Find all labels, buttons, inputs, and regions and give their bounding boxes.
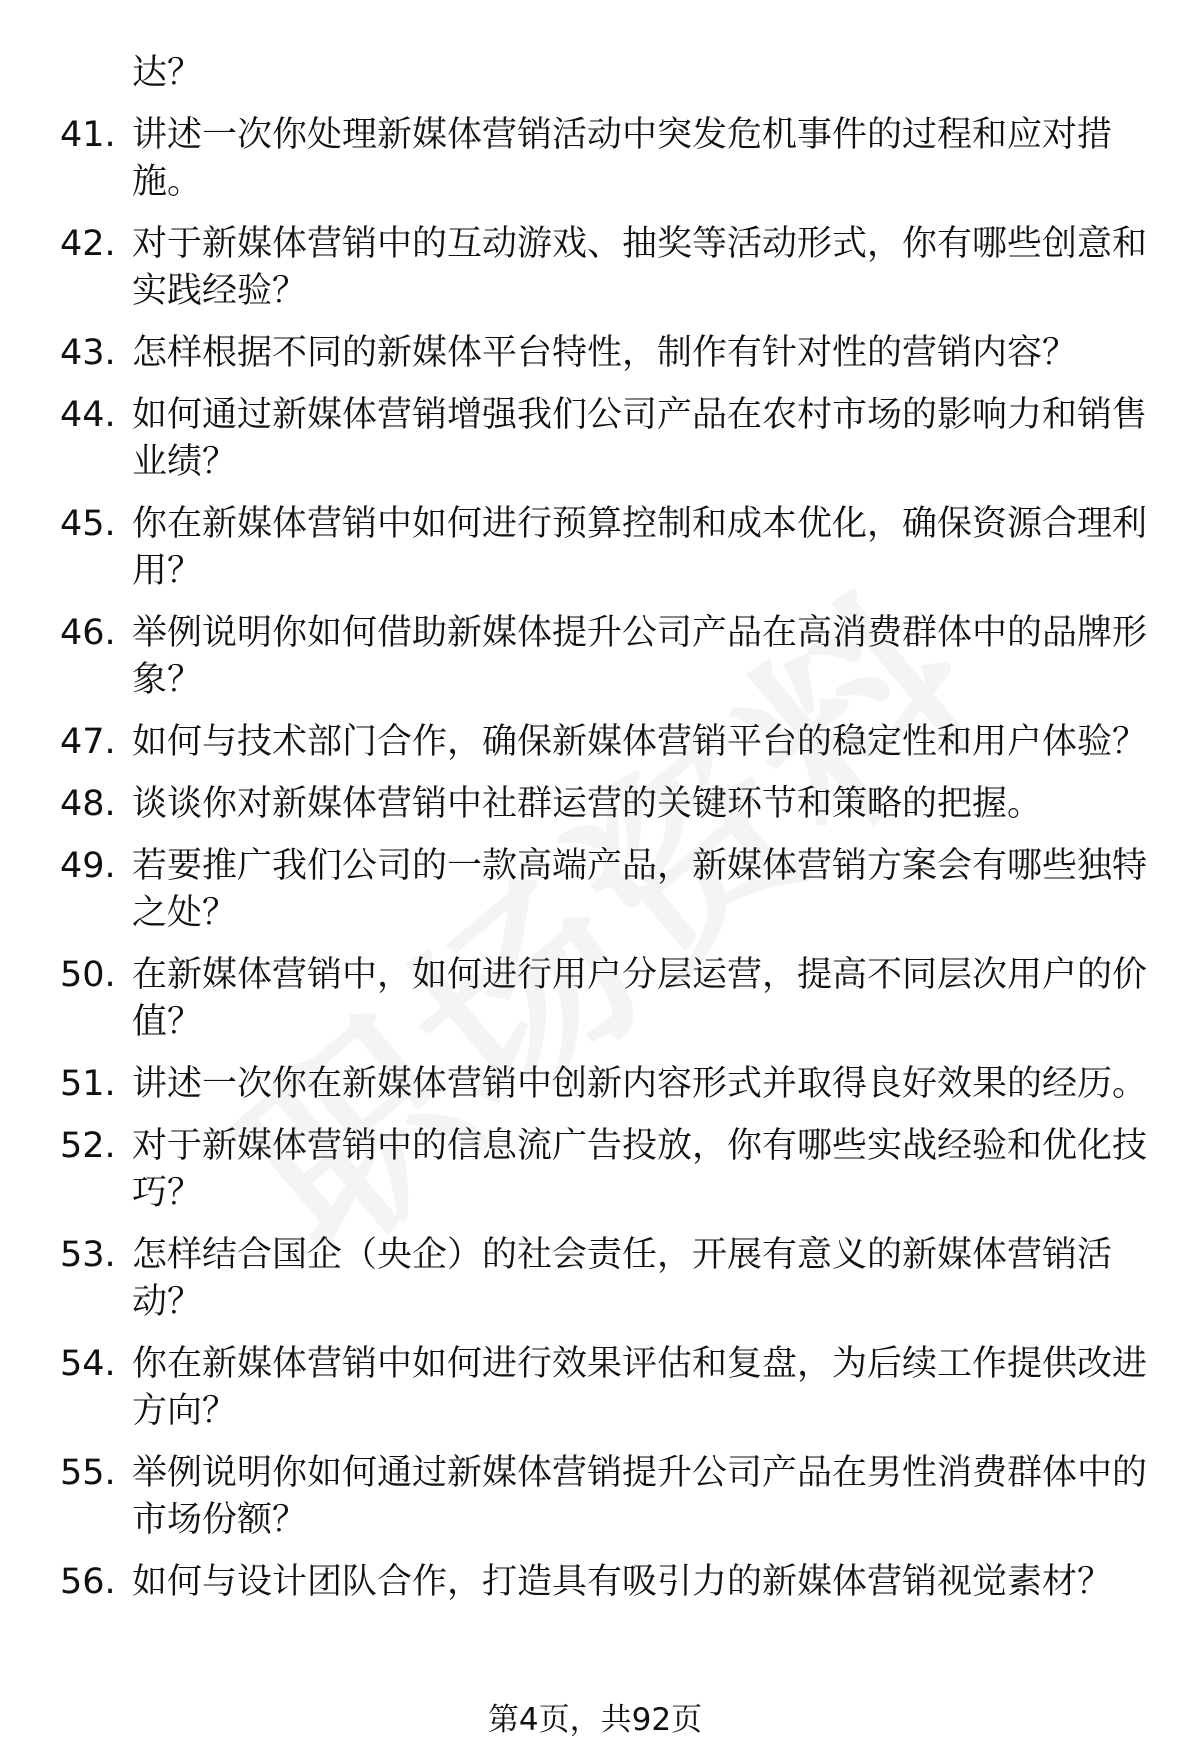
item-text: 怎样根据不同的新媒体平台特性，制作有针对性的营销内容？	[132, 333, 1078, 373]
item-number: 49.	[60, 846, 116, 886]
item-text: 讲述一次你处理新媒体营销活动中突发危机事件的过程和应对措施。	[132, 115, 1113, 202]
item-number: 46.	[60, 613, 116, 653]
list-item	[0, 330, 1190, 377]
item-text: 举例说明你如何借助新媒体提升公司产品在高消费群体中的品牌形象？	[132, 613, 1148, 700]
continuation-line: 达？	[132, 53, 203, 93]
item-number: 54.	[60, 1344, 116, 1384]
list-item	[0, 610, 1190, 704]
list-item	[0, 1450, 1190, 1544]
item-number: 41.	[60, 115, 116, 155]
item-number: 43.	[60, 333, 116, 373]
list-item	[0, 843, 1190, 937]
item-text: 如何与设计团队合作，打造具有吸引力的新媒体营销视觉素材？	[132, 1562, 1113, 1602]
item-number: 55.	[60, 1453, 116, 1493]
item-number: 48.	[60, 784, 116, 824]
list-item	[0, 1061, 1190, 1108]
question-list	[0, 50, 1190, 1606]
item-number: 53.	[60, 1235, 116, 1275]
item-text: 你在新媒体营销中如何进行效果评估和复盘，为后续工作提供改进方向？	[132, 1344, 1148, 1431]
item-text: 若要推广我们公司的一款高端产品，新媒体营销方案会有哪些独特之处？	[132, 846, 1148, 933]
item-number: 52.	[60, 1126, 116, 1166]
list-item	[0, 221, 1190, 315]
list-item	[0, 501, 1190, 595]
list-item	[0, 719, 1190, 766]
item-number: 51.	[60, 1064, 116, 1104]
list-item	[0, 1341, 1190, 1435]
items-container	[0, 112, 1190, 1606]
list-item	[0, 1559, 1190, 1606]
list-item	[0, 781, 1190, 828]
item-number: 47.	[60, 722, 116, 762]
list-item	[0, 952, 1190, 1046]
item-number: 56.	[60, 1562, 116, 1602]
page-footer: 第4页，共92页	[487, 1702, 703, 1738]
list-item	[0, 1123, 1190, 1217]
item-text: 对于新媒体营销中的信息流广告投放，你有哪些实战经验和优化技巧？	[132, 1126, 1148, 1213]
item-text: 如何与技术部门合作，确保新媒体营销平台的稳定性和用户体验？	[132, 722, 1148, 762]
item-number: 45.	[60, 504, 116, 544]
item-text: 如何通过新媒体营销增强我们公司产品在农村市场的影响力和销售业绩？	[132, 395, 1148, 482]
item-text: 对于新媒体营销中的互动游戏、抽奖等活动形式，你有哪些创意和实践经验？	[132, 224, 1148, 311]
item-text: 你在新媒体营销中如何进行预算控制和成本优化，确保资源合理利用？	[132, 504, 1148, 591]
list-item	[0, 392, 1190, 486]
item-text: 举例说明你如何通过新媒体营销提升公司产品在男性消费群体中的市场份额？	[132, 1453, 1148, 1540]
item-text: 谈谈你对新媒体营销中社群运营的关键环节和策略的把握。	[132, 784, 1043, 824]
item-text: 讲述一次你在新媒体营销中创新内容形式并取得良好效果的经历。	[132, 1064, 1148, 1104]
list-item	[0, 112, 1190, 206]
item-number: 44.	[60, 395, 116, 435]
item-number: 42.	[60, 224, 116, 264]
item-number: 50.	[60, 955, 116, 995]
item-text: 在新媒体营销中，如何进行用户分层运营，提高不同层次用户的价值？	[132, 955, 1148, 1042]
item-text: 怎样结合国企（央企）的社会责任，开展有意义的新媒体营销活动？	[132, 1235, 1113, 1322]
list-item	[0, 1232, 1190, 1326]
